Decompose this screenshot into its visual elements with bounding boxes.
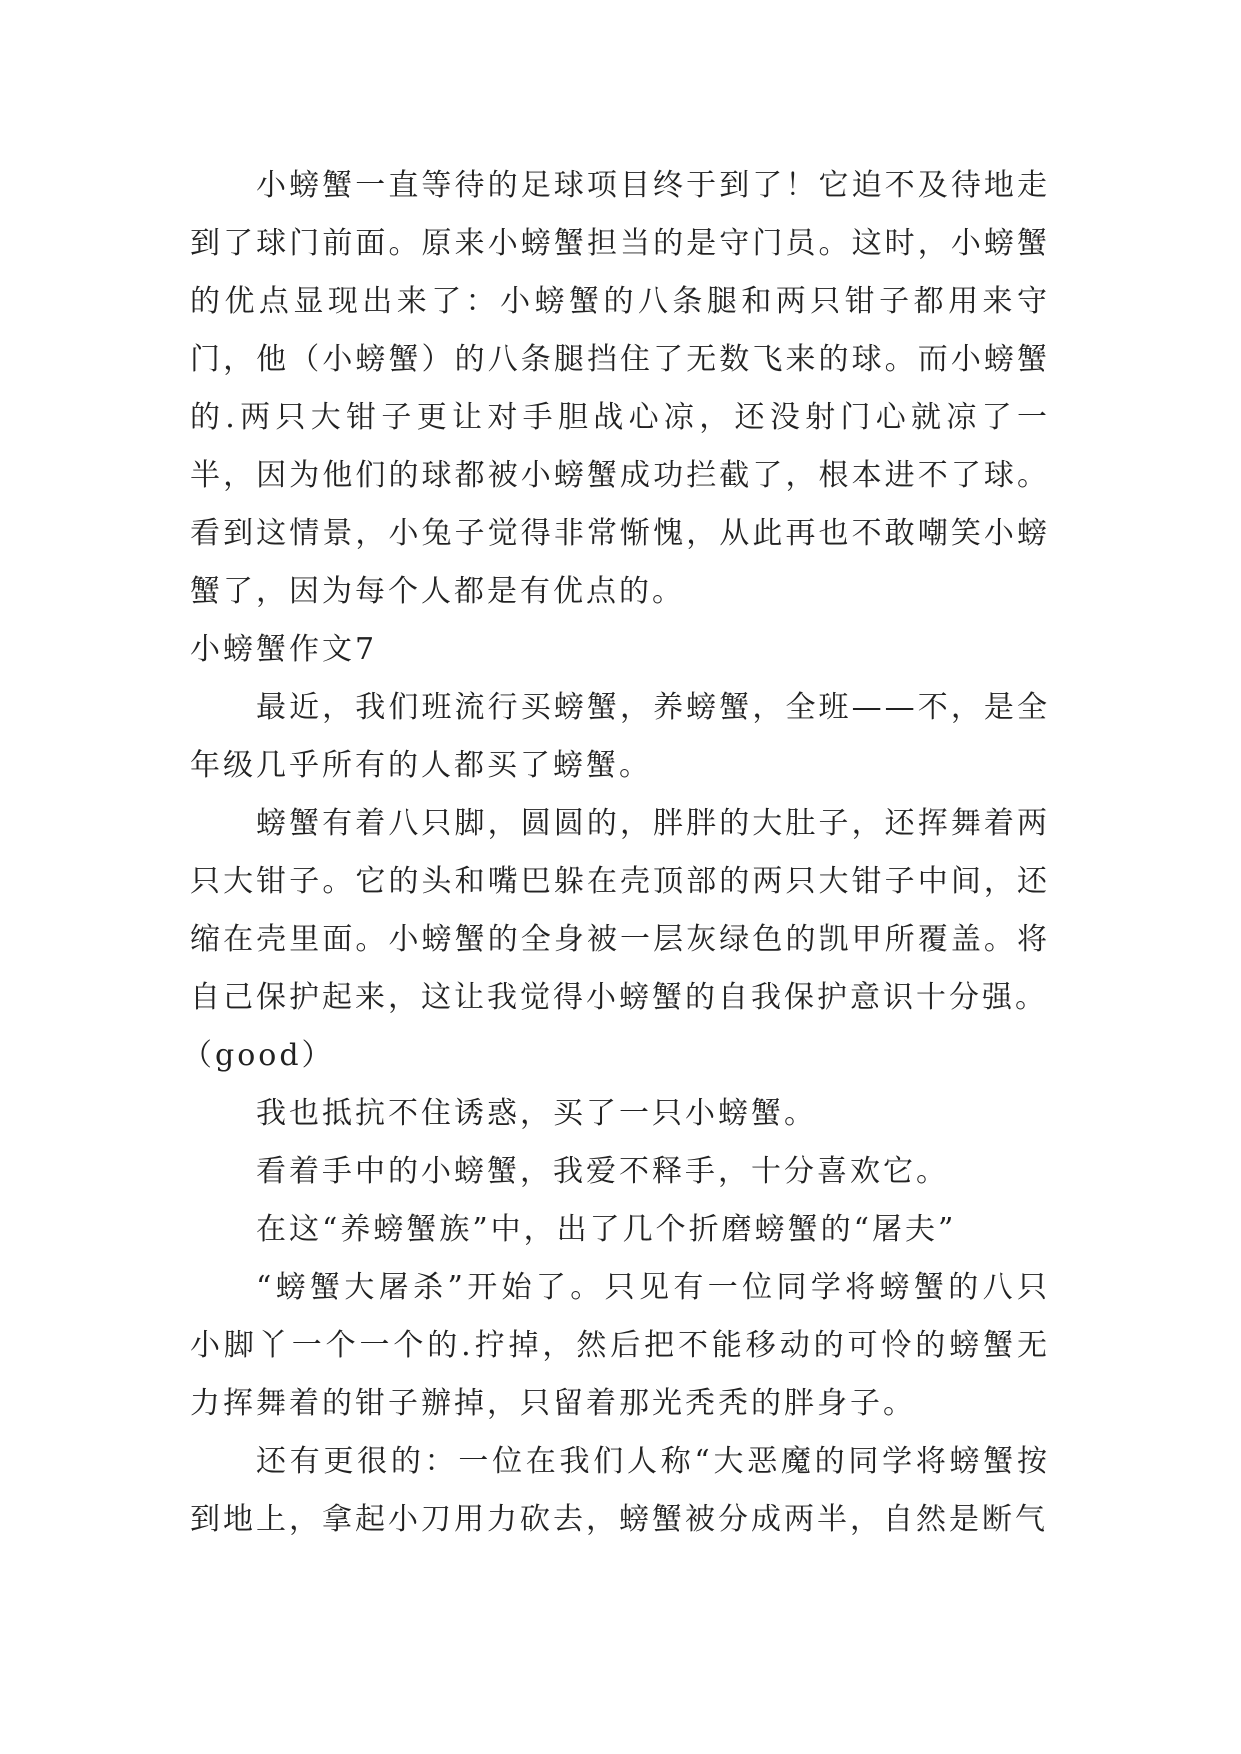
paragraph-football: 小螃蟹一直等待的足球项目终于到了！它迫不及待地走到了球门前面。原来小螃蟹担当的是守门员。这时，小螃蟹的优点显现出来了：小螃蟹的八条腿和两只钳子都用来守门，他（小螃蟹）的八条腿挡住了无数飞来的球。而小螃蟹的.两只大钳子更让对手胆战心凉，还没射门心就凉了一半，因为他们的球都被小螃蟹成功拦截了，根本进不了球。看到这情景，小兔子觉得非常惭愧，从此再也不敢嘲笑小螃蟹了，因为每个人都是有优点的。 [190, 168, 1050, 609]
paragraph-bought-crab: 我也抵抗不住诱惑，买了一只小螃蟹。 [256, 1096, 817, 1131]
annotation-good: （good） [182, 1038, 335, 1073]
paragraph-crab-family: 在这“养螃蟹族”中，出了几个折磨螃蟹的“屠夫” [256, 1212, 957, 1247]
paragraph-massacre: “螃蟹大屠杀”开始了。只见有一位同学将螃蟹的八只小脚丫一个一个的.拧掉，然后把不能移动的可怜的螃蟹无力挥舞着的钳子辦掉，只留着那光秃秃的胖身子。 [190, 1270, 1050, 1421]
essay-heading: 小螃蟹作文7 [190, 632, 378, 667]
paragraph-worse: 还有更很的：一位在我们人称“大恶魔的同学将螃蟹按到地上，拿起小刀用力砍去，螃蟹被分成两半，自然是断气 [190, 1444, 1050, 1537]
paragraph-crab-description: 螃蟹有着八只脚，圆圆的，胖胖的大肚子，还挥舞着两只大钳子。它的头和嘴巴躲在壳顶部的两只大钳子中间，还缩在壳里面。小螃蟹的全身被一层灰绿色的凯甲所覆盖。将自己保护起来，这让我觉得小螃蟹的自我保护意识十分强。 [190, 806, 1050, 1015]
paragraph-love-crab: 看着手中的小螃蟹，我爱不释手，十分喜欢它。 [256, 1154, 949, 1189]
document-body [182, 157, 1050, 1549]
paragraph-class-trend: 最近，我们班流行买螃蟹，养螃蟹，全班——不，是全年级几乎所有的人都买了螃蟹。 [190, 690, 1050, 783]
